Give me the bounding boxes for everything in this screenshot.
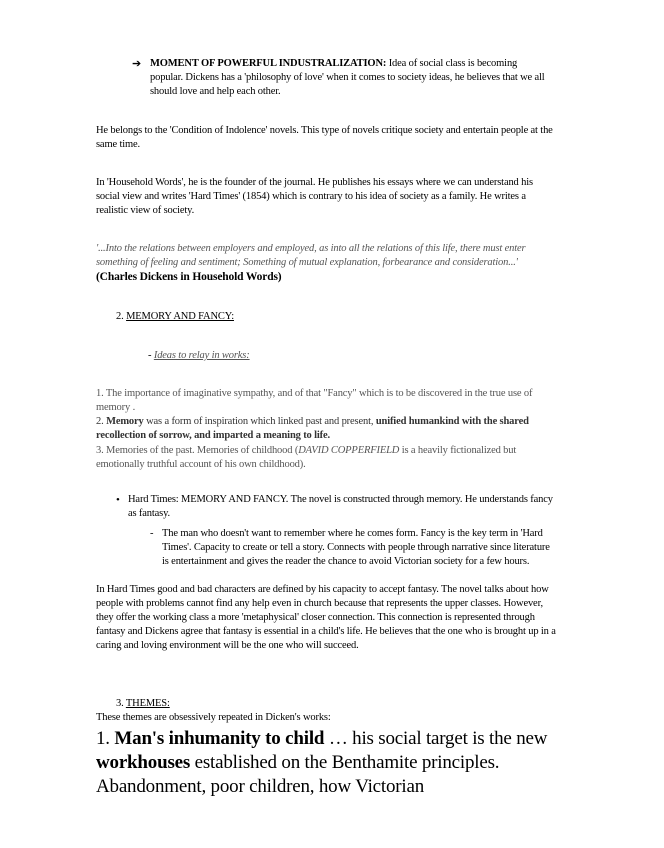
section-heading-memory: [116, 310, 234, 324]
memory-point-1: 1. The importance of imaginative sympathy, and of that "Fancy" which is to be discovered in the true use of memory .: [96, 388, 533, 413]
arrow-icon: ➔: [132, 58, 142, 70]
memory-point-2-emphasis: unified humankind with the shared recollection of sorrow, and imparted a meaning to life.: [96, 416, 529, 441]
memory-point-3-title: DAVID COPPERFIELD: [298, 445, 400, 456]
memory-point-2-number: 2.: [96, 416, 107, 427]
memory-point-2: [96, 415, 560, 443]
hard-times-bullet: [128, 493, 558, 521]
hard-times-paragraph: In Hard Times good and bad characters are defined by his capacity to accept fantasy. The novel talks about how people with problems cannot find any help even in church because that represents the upper classes. However, they offer the working class a more 'metaphysical' closer connection. This connection is represented through fantasy and Dickens agree that fantasy is essential in a child's life. He believes that the one who is brought up in a caring and loving environment will be the one who will succeed.: [96, 584, 556, 651]
section-number: 2.: [116, 311, 124, 322]
memory-point-2-text: was a form of inspiration which linked past and present,: [143, 416, 376, 427]
theme-1-number: 1.: [96, 728, 115, 749]
condition-paragraph: He belongs to the 'Condition of Indolence' novels. This type of novels critique society and entertain people at the same time.: [96, 125, 553, 150]
industrialization-text: Idea of social class is becoming popular. Dickens has a 'philosophy of love' when it comes to society ideas, he believes that we all should love and help each other.: [150, 58, 545, 97]
section-heading-themes: [116, 697, 170, 711]
section-number: 3.: [116, 698, 124, 709]
section-title: THEMES:: [125, 698, 170, 709]
quote-text: '...Into the relations between employers and employed, as into all the relations of this life, there must enter something of feeling and sentiment; Something of mutual explanation, forbearance and consideration...': [96, 243, 526, 268]
ideas-subtitle: Ideas to relay in works:: [153, 350, 250, 361]
industrialization-heading: MOMENT OF POWERFUL INDUSTRALIZATION:: [150, 58, 387, 69]
ideas-subheading: [148, 349, 250, 363]
memory-point-3: [96, 444, 560, 472]
bullet-icon: •: [116, 494, 120, 506]
theme-1: [96, 727, 566, 799]
memory-point-2-term: Memory: [106, 416, 144, 427]
section-title: MEMORY AND FANCY:: [126, 311, 234, 322]
dash-marker: -: [148, 350, 152, 361]
hard-times-heading: Hard Times: MEMORY AND FANCY.: [128, 494, 289, 505]
sub-dash-marker: -: [150, 528, 154, 539]
household-paragraph: In 'Household Words', he is the founder of the journal. He publishes his essays where we can understand his social view and writes 'Hard Times' (1854) which is contrary to his idea of society as a family. He writes a realistic view of society.: [96, 177, 533, 216]
theme-1-title: Man's inhumanity to child: [114, 728, 325, 749]
theme-1-text: … his social target is the new: [324, 728, 548, 749]
memory-point-3-text: 3. Memories of the past. Memories of childhood (: [96, 445, 299, 456]
hard-times-text: The novel is constructed through memory. He understands fancy as fantasy.: [128, 494, 553, 519]
themes-intro: These themes are obsessively repeated in Dicken's works:: [96, 712, 331, 723]
dickens-quote: [96, 242, 558, 285]
industrialization-point: [132, 57, 552, 99]
quote-source: (Charles Dickens in Household Words): [96, 271, 282, 283]
hard-times-subpoint: The man who doesn't want to remember where he comes form. Fancy is the key term in 'Hard Times'. Capacity to create or tell a story. Connects with people through narrative since literature is entertainment and gives the reader the chance to avoid Victorian society for a few hours.: [162, 528, 550, 567]
theme-1-rest: established on the Benthamite principles. Abandonment, poor children, how Victorian: [96, 752, 500, 797]
theme-1-workhouses: workhouses: [96, 752, 191, 773]
memory-point-3-rest: is a heavily fictionalized but emotionally truthful account of his own childhood).: [96, 445, 517, 470]
